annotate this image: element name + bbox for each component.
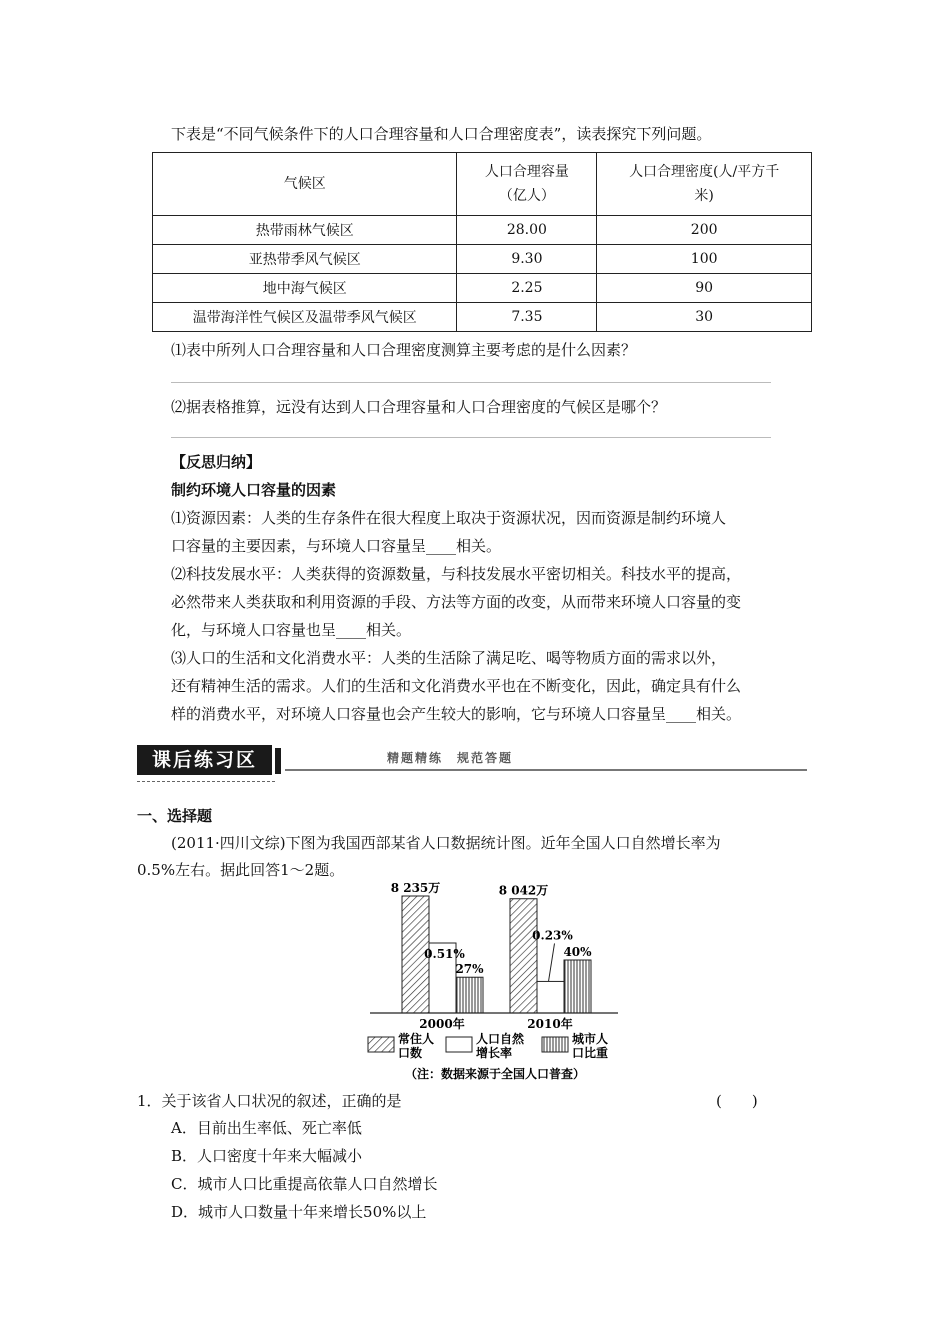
legend-label: 人口自然 bbox=[476, 1032, 525, 1046]
reflect-line: 口容量的主要因素，与环境人口容量呈____相关。 bbox=[171, 537, 502, 555]
banner-line bbox=[285, 769, 807, 771]
table-cell: 热带雨林气候区 bbox=[153, 216, 457, 245]
table-cell: 7.35 bbox=[457, 303, 597, 332]
reflect-line: 必然带来人类获取和利用资源的手段、方法等方面的改变，从而带来环境人口容量的变 bbox=[171, 593, 742, 611]
category-label: 2010年 bbox=[527, 1017, 573, 1031]
data-label: 0.23% bbox=[532, 928, 573, 943]
banner-title: 课后练习区 bbox=[137, 745, 272, 775]
table-cell: 2.25 bbox=[457, 274, 597, 303]
reflect-line: 样的消费水平，对环境人口容量也会产生较大的影响，它与环境人口容量呈____相关。 bbox=[171, 705, 742, 723]
table-cell: 温带海洋性气候区及温带季风气候区 bbox=[153, 303, 457, 332]
data-label: 40% bbox=[563, 945, 592, 959]
answer-paren[interactable]: ( ) bbox=[716, 1092, 758, 1110]
stem-line-2: 0.5%左右。据此回答1～2题。 bbox=[137, 861, 345, 879]
option-d[interactable]: D．城市人口数量十年来增长50%以上 bbox=[171, 1203, 427, 1221]
legend-swatch-growth bbox=[446, 1037, 472, 1052]
section-banner bbox=[137, 745, 807, 779]
option-a[interactable]: A．目前出生率低、死亡率低 bbox=[171, 1119, 362, 1137]
table-cell: 28.00 bbox=[457, 216, 597, 245]
legend-label: 常住人 bbox=[398, 1032, 435, 1046]
question-2: ⑵据表格推算，远没有达到人口合理容量和人口合理密度的气候区是哪个？ bbox=[171, 398, 667, 416]
reflect-line: ⑴资源因素：人类的生存条件在很大程度上取决于资源状况，因而资源是制约环境人 bbox=[171, 509, 727, 527]
legend-label: 口比重 bbox=[572, 1046, 609, 1060]
reflect-line: 还有精神生活的需求。人们的生活和文化消费水平也在不断变化，因此，确定具有什么 bbox=[171, 677, 742, 695]
legend-label: 口数 bbox=[398, 1046, 423, 1060]
population-chart bbox=[360, 882, 630, 1084]
reflect-line: ⑶人口的生活和文化消费水平：人类的生活除了满足吃、喝等物质方面的需求以外， bbox=[171, 649, 727, 667]
legend-swatch-population bbox=[368, 1037, 394, 1052]
stem-line-1: (2011·四川文综)下图为我国西部某省人口数据统计图。近年全国人口自然增长率为 bbox=[171, 834, 721, 852]
intro-text: 下表是“不同气候条件下的人口合理容量和人口合理密度表”，读表探究下列问题。 bbox=[171, 125, 712, 143]
header-capacity: 人口合理容量 （亿人） bbox=[457, 153, 597, 216]
table-cell: 100 bbox=[597, 245, 812, 274]
table-row bbox=[153, 245, 812, 274]
chart-note: （注：数据来源于全国人口普查） bbox=[404, 1067, 586, 1081]
legend-label: 增长率 bbox=[476, 1046, 513, 1060]
bar-growth-rate bbox=[537, 981, 564, 1013]
bar-urban-share bbox=[456, 977, 483, 1013]
climate-table bbox=[152, 152, 812, 332]
table-cell: 亚热带季风气候区 bbox=[153, 245, 457, 274]
table-row bbox=[153, 303, 812, 332]
section-heading: 一、选择题 bbox=[137, 807, 213, 825]
bar-population bbox=[510, 899, 537, 1013]
label-leader-line bbox=[549, 943, 555, 981]
reflect-subtitle: 制约环境人口容量的因素 bbox=[171, 481, 337, 499]
banner-bar bbox=[275, 748, 281, 774]
data-label: 8 235万 bbox=[390, 882, 441, 895]
data-label: 27% bbox=[455, 962, 484, 977]
answer-line[interactable] bbox=[171, 382, 771, 383]
header-climate: 气候区 bbox=[153, 153, 457, 216]
table-row bbox=[153, 274, 812, 303]
answer-line[interactable] bbox=[171, 437, 771, 438]
bar-urban-share bbox=[564, 960, 591, 1013]
table-header-row bbox=[153, 153, 812, 216]
table-cell: 200 bbox=[597, 216, 812, 245]
table-cell: 90 bbox=[597, 274, 812, 303]
table-row bbox=[153, 216, 812, 245]
legend-swatch-urban bbox=[542, 1037, 568, 1052]
header-density: 人口合理密度(人/平方千 米) bbox=[597, 153, 812, 216]
data-label: 0.51% bbox=[424, 947, 465, 961]
reflect-line: ⑵科技发展水平：人类获得的资源数量，与科技发展水平密切相关。科技水平的提高， bbox=[171, 565, 742, 583]
banner-subtitle: 精题精练 规范答题 bbox=[387, 751, 514, 765]
category-label: 2000年 bbox=[419, 1017, 465, 1031]
table-cell: 地中海气候区 bbox=[153, 274, 457, 303]
option-b[interactable]: B．人口密度十年来大幅减小 bbox=[171, 1147, 363, 1165]
option-c[interactable]: C．城市人口比重提高依靠人口自然增长 bbox=[171, 1175, 438, 1193]
banner-dashed-underline bbox=[137, 781, 275, 782]
data-label: 8 042万 bbox=[498, 883, 549, 898]
question-1: ⑴表中所列人口合理容量和人口合理密度测算主要考虑的是什么因素？ bbox=[171, 341, 637, 359]
legend-label: 城市人 bbox=[572, 1032, 609, 1046]
reflect-line: 化，与环境人口容量也呈____相关。 bbox=[171, 621, 412, 639]
table-cell: 9.30 bbox=[457, 245, 597, 274]
q1-stem: 1．关于该省人口状况的叙述，正确的是 bbox=[137, 1092, 402, 1110]
table-cell: 30 bbox=[597, 303, 812, 332]
reflect-title: 【反思归纳】 bbox=[171, 453, 262, 471]
